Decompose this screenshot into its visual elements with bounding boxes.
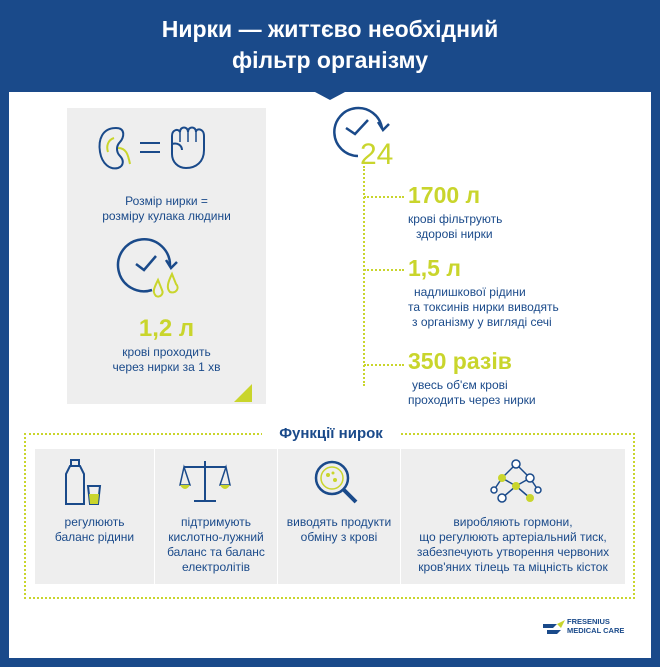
functions-title-wrap [262,424,400,444]
function-label-1 [35,515,154,545]
function-line: баланс рідини [54,530,135,544]
panel-corner-accent [234,384,252,402]
water-bottle-glass-icon [66,458,106,508]
kidney-size-line-2: розміру кулака людини [102,209,231,223]
function-line: кислотно-лужний [168,530,264,544]
function-label-3 [278,515,400,545]
timeline-tick-2 [364,269,404,271]
function-line: обміну з крові [300,530,378,544]
stat-350 [408,348,558,408]
logo-line-2: MEDICAL CARE [567,626,625,635]
stat-desc-line: надлишкової рідини [414,285,526,299]
clock-drops-icon [114,238,184,304]
equals-icon [140,141,160,155]
fresenius-logo-icon [543,620,565,636]
magnifier-icon [312,458,362,508]
function-line: підтримують [181,515,251,529]
function-label-2 [155,515,277,575]
clock-24-label: 24 [360,138,394,171]
stat-value: 1700 л [408,182,481,208]
function-line: виводять продукти [286,515,392,529]
function-line: регулюють [64,515,125,529]
kidney-icon [96,124,136,174]
blood-volume-line-2: через нирки за 1 хв [112,360,221,374]
function-line: виробляють гормони, [453,515,573,529]
kidney-size-text [67,194,266,224]
title-line-2: фільтр організму [231,47,429,73]
timeline-tick-3 [364,364,404,366]
logo-text [567,617,637,635]
function-line: електролітів [181,560,251,574]
stat-desc [408,378,558,408]
function-line: баланс та баланс [167,545,265,559]
stat-1-5 [408,255,578,330]
stat-1700 [408,182,518,242]
stat-desc-line: проходить через нирки [408,393,536,407]
title-line-1: Нирки — життєво необхідний [161,16,499,42]
stat-value: 1,5 л [408,255,461,281]
stat-desc-line: крові фільтрують [408,212,503,226]
blood-volume-line-1: крові проходить [122,345,211,359]
function-line: забезпечують утворення червоних [416,545,610,559]
kidney-size-line-1: Розмір нирки = [125,194,208,208]
stat-desc [408,212,518,242]
timeline-tick-1 [364,196,404,198]
scales-icon [180,457,230,507]
stat-value: 350 разів [408,348,512,374]
function-line: кров'яних тілець та міцність кісток [418,560,608,574]
stat-desc [408,285,578,330]
stat-desc-line: увесь об'єм крові [412,378,508,392]
timeline-line [363,166,365,386]
molecule-network-icon [490,458,542,508]
logo-line-1: FRESENIUS [567,617,610,626]
function-label-4 [401,515,625,575]
stat-desc-line: та токсинів нирки виводять [408,300,559,314]
function-line: що регулюють артеріальний тиск, [419,530,607,544]
stat-desc-line: здорові нирки [416,227,493,241]
blood-volume-text [67,345,266,375]
functions-title: Функції нирок [279,425,383,442]
blood-volume-value: 1,2 л [138,315,195,342]
stat-desc-line: з організму у вигляді сечі [412,315,552,329]
fist-icon [166,124,210,170]
